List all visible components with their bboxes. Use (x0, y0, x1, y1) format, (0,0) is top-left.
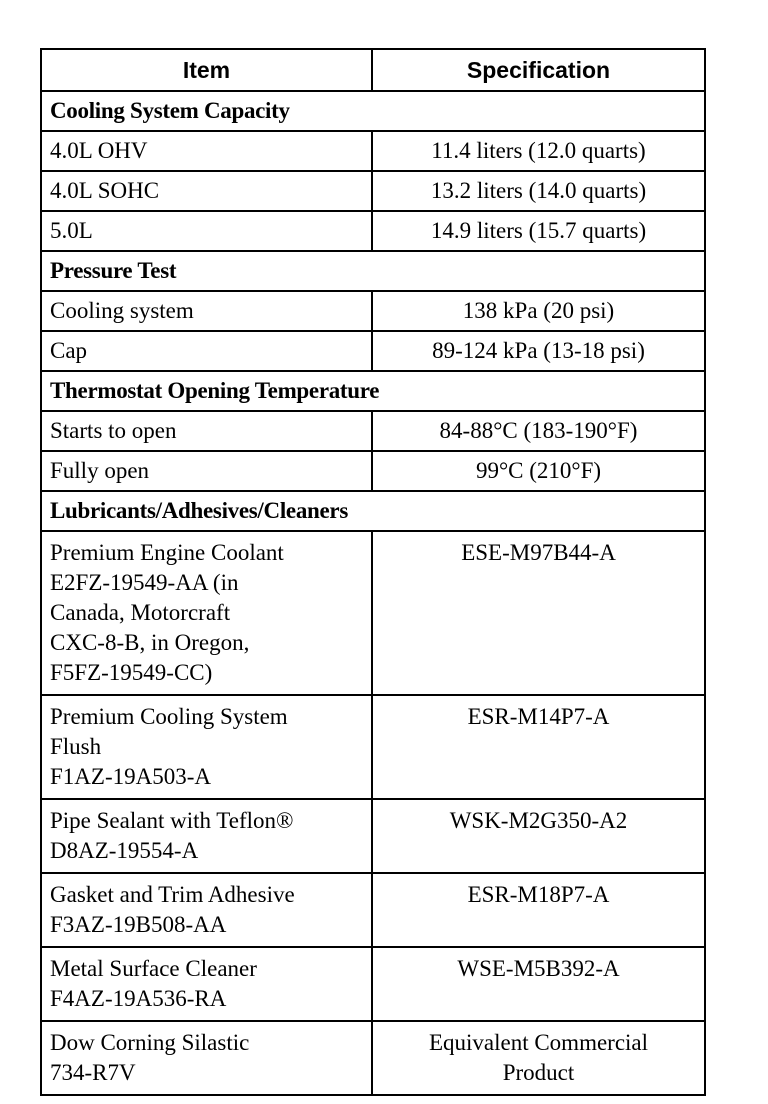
spec-cell: 89-124 kPa (13-18 psi) (372, 331, 705, 371)
spec-cell: ESR-M14P7-A (372, 695, 705, 799)
spec-cell: WSK-M2G350-A2 (372, 799, 705, 873)
spec-cell: 14.9 liters (15.7 quarts) (372, 211, 705, 251)
table-row (41, 799, 705, 873)
item-cell: Dow Corning Silastic 734-R7V (41, 1021, 372, 1095)
table-row (41, 947, 705, 1021)
table-row (41, 1021, 705, 1095)
section-title: Thermostat Opening Temperature (41, 371, 705, 411)
item-cell: Cap (41, 331, 372, 371)
spec-cell: 13.2 liters (14.0 quarts) (372, 171, 705, 211)
specification-column-header: Specification (372, 49, 705, 91)
spec-cell: 99°C (210°F) (372, 451, 705, 491)
spec-cell: 84-88°C (183-190°F) (372, 411, 705, 451)
header-row (41, 49, 705, 91)
table-row (41, 873, 705, 947)
item-cell: 4.0L OHV (41, 131, 372, 171)
item-cell: Fully open (41, 451, 372, 491)
table-row (41, 211, 705, 251)
item-cell: Gasket and Trim Adhesive F3AZ-19B508-AA (41, 873, 372, 947)
spec-cell: 11.4 liters (12.0 quarts) (372, 131, 705, 171)
spec-cell: ESE-M97B44-A (372, 531, 705, 695)
item-cell: Pipe Sealant with Teflon® D8AZ-19554-A (41, 799, 372, 873)
spec-cell: 138 kPa (20 psi) (372, 291, 705, 331)
item-cell: Cooling system (41, 291, 372, 331)
item-cell: 5.0L (41, 211, 372, 251)
section-cooling-system-capacity (41, 91, 705, 131)
table-row (41, 451, 705, 491)
spec-cell: Equivalent Commercial Product (372, 1021, 705, 1095)
item-cell: Starts to open (41, 411, 372, 451)
specification-table (40, 48, 706, 1096)
spec-cell: WSE-M5B392-A (372, 947, 705, 1021)
section-pressure-test (41, 251, 705, 291)
table-row (41, 331, 705, 371)
table-row (41, 131, 705, 171)
item-cell: Premium Engine Coolant E2FZ-19549-AA (in Canada, Motorcraft CXC-8-B, in Oregon, F5FZ-19549-CC) (41, 531, 372, 695)
section-title: Cooling System Capacity (41, 91, 705, 131)
section-thermostat-opening-temperature (41, 371, 705, 411)
item-cell: Metal Surface Cleaner F4AZ-19A536-RA (41, 947, 372, 1021)
section-title: Lubricants/Adhesives/Cleaners (41, 491, 705, 531)
spec-cell: ESR-M18P7-A (372, 873, 705, 947)
item-column-header: Item (41, 49, 372, 91)
table-row (41, 171, 705, 211)
table-row (41, 291, 705, 331)
section-title: Pressure Test (41, 251, 705, 291)
section-lubricants-adhesives-cleaners (41, 491, 705, 531)
table-row (41, 531, 705, 695)
item-cell: Premium Cooling System Flush F1AZ-19A503-A (41, 695, 372, 799)
table-row (41, 695, 705, 799)
table-row (41, 411, 705, 451)
item-cell: 4.0L SOHC (41, 171, 372, 211)
